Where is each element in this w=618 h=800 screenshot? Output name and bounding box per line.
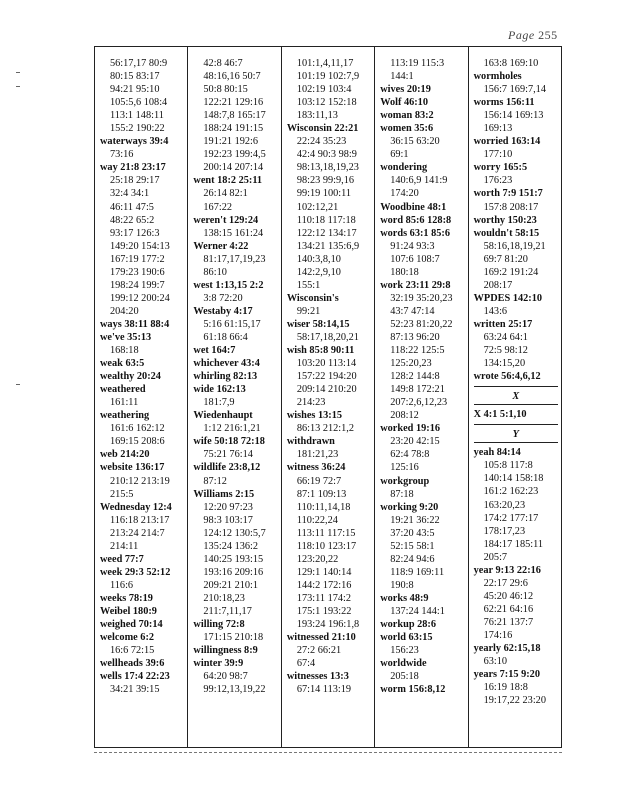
index-subline: 135:24 136:2 — [203, 540, 259, 552]
index-subline: 87:13 96:20 — [390, 331, 440, 343]
index-entry: wives 20:19 — [380, 84, 431, 96]
index-entry: works 48:9 — [380, 592, 429, 604]
index-subline: 58:16,18,19,21 — [483, 240, 546, 252]
index-subline: 138:15 161:24 — [203, 227, 264, 239]
index-subline: 144:1 — [390, 71, 414, 83]
index-subline: 125:16 — [390, 462, 419, 474]
index-entry: work 23:11 29:8 — [380, 279, 451, 291]
margin-mark — [16, 384, 20, 385]
index-subline: 12:20 97:23 — [203, 501, 253, 513]
index-subline: 176:23 — [483, 175, 513, 187]
index-subline: 155:2 190:22 — [110, 123, 165, 135]
index-subline: 214:23 — [296, 397, 326, 409]
index-subline: 99:12,13,19,22 — [203, 684, 266, 696]
index-subline: 113:1 148:11 — [110, 110, 164, 122]
index-subline: 181:7,9 — [203, 397, 235, 409]
index-entry: weak 63:5 — [100, 358, 145, 370]
index-subline: 48:16,16 50:7 — [203, 71, 261, 83]
index-subline: 215:5 — [110, 488, 134, 500]
index-entry: worldwide — [380, 658, 427, 670]
index-subline: 169:13 — [483, 123, 513, 135]
index-subline: 134:21 135:6,9 — [296, 240, 360, 252]
index-subline: 125:20,23 — [390, 358, 432, 370]
index-subline: 76:21 137:7 — [483, 616, 534, 628]
index-subline: 34:21 39:15 — [110, 684, 160, 696]
page-number-value: 255 — [538, 28, 558, 42]
index-subline: 32:19 35:20,23 — [390, 292, 453, 304]
index-subline: 22:24 35:23 — [296, 136, 347, 148]
index-subline: 198:24 199:7 — [110, 279, 165, 291]
index-subline: 67:4 — [296, 658, 316, 670]
margin-mark — [16, 86, 20, 87]
index-subline: 110:22,24 — [296, 514, 338, 526]
index-subline: 64:20 98:7 — [203, 671, 248, 683]
index-entry: wrote 56:4,6,12 — [473, 371, 541, 383]
index-subline: 61:18 66:4 — [203, 331, 248, 343]
index-subline: 46:11 47:5 — [110, 201, 154, 213]
index-entry: west 1:13,15 2:2 — [193, 279, 264, 291]
index-subline: 209:14 210:20 — [296, 384, 357, 396]
index-subline: 163:20,23 — [483, 499, 526, 511]
index-subline: 50:8 80:15 — [203, 84, 248, 96]
index-subline: 192:23 199:4,5 — [203, 149, 266, 161]
index-subline: 167:22 — [203, 201, 233, 213]
index-subline: 101:19 102:7,9 — [296, 71, 360, 83]
index-entry: worried 163:14 — [473, 136, 541, 148]
index-entry: wells 17:4 22:23 — [100, 671, 170, 683]
index-entry: wouldn't 58:15 — [473, 227, 540, 239]
index-entry: Wolf 46:10 — [380, 97, 428, 109]
index-subline: 22:17 29:6 — [483, 577, 528, 589]
index-subline: 16:19 18:8 — [483, 682, 528, 694]
index-subline: 169:2 191:24 — [483, 266, 539, 278]
index-subline: 86:13 212:1,2 — [296, 423, 355, 435]
index-subline: 82:24 94:6 — [390, 553, 435, 565]
page-label: Page — [508, 28, 535, 42]
index-subline: 102:19 103:4 — [296, 84, 352, 96]
index-entry: Wisconsin's — [286, 292, 339, 304]
index-subline: 56:17,17 80:9 — [110, 58, 168, 69]
index-subline: 168:18 — [110, 345, 139, 357]
index-entry: ways 38:11 88:4 — [100, 318, 170, 330]
index-subline: 143:6 — [483, 305, 508, 317]
index-subline: 73:16 — [110, 149, 134, 161]
index-subline: 52:15 58:1 — [390, 540, 435, 552]
index-subline: 169:15 208:6 — [110, 436, 165, 448]
index-entry: Westaby 4:17 — [193, 305, 253, 317]
index-entry: witnessed 21:10 — [286, 632, 356, 644]
index-entry: Werner 4:22 — [193, 240, 249, 252]
index-subline: 188:24 191:15 — [203, 123, 264, 135]
index-subline: 66:19 72:7 — [296, 475, 342, 487]
index-column-4 — [375, 47, 468, 747]
bottom-rule — [94, 752, 562, 753]
index-entry: wealthy 20:24 — [100, 371, 161, 383]
margin-mark — [16, 72, 20, 73]
index-entry: willing 72:8 — [193, 619, 245, 631]
index-subline: 58:17,18,20,21 — [296, 331, 359, 343]
index-subline: 156:7 169:7,14 — [483, 84, 546, 96]
index-entry: Woodbine 48:1 — [380, 201, 447, 213]
index-subline: 207:2,6,12,23 — [390, 397, 448, 409]
index-subline: 5:16 61:15,17 — [203, 318, 261, 330]
index-subline: 62:4 78:8 — [390, 449, 430, 461]
index-subline: 107:6 108:7 — [390, 253, 440, 265]
index-entry: wormholes — [473, 71, 522, 83]
index-subline: 116:6 — [110, 579, 134, 591]
index-subline: 36:15 63:20 — [390, 136, 440, 148]
index-subline: 163:8 169:10 — [483, 58, 539, 69]
index-entry: welcome 6:2 — [100, 632, 155, 644]
index-subline: 45:20 46:12 — [483, 590, 534, 602]
index-entry: witness 36:24 — [286, 462, 346, 474]
index-entry: years 7:15 9:20 — [473, 669, 540, 681]
index-subline: 161:6 162:12 — [110, 423, 165, 435]
index-subline: 99:19 100:11 — [296, 188, 352, 200]
index-entry: weed 77:7 — [100, 553, 144, 565]
index-subline: 26:14 82:1 — [203, 188, 248, 200]
index-entry: worthy 150:23 — [473, 214, 537, 226]
index-subline: 140:6,9 141:9 — [390, 175, 448, 187]
index-column-5 — [469, 47, 561, 747]
index-subline: 211:7,11,17 — [203, 605, 252, 617]
index-subline: 25:18 29:17 — [110, 175, 160, 187]
index-entry: worked 19:16 — [380, 423, 440, 435]
index-subline: 1:12 216:1,21 — [203, 423, 261, 435]
index-entry: waterways 39:4 — [100, 136, 169, 148]
index-subline: 63:24 64:1 — [483, 331, 528, 343]
index-entry: wife 50:18 72:18 — [193, 436, 265, 448]
index-subline: 175:1 193:22 — [296, 605, 352, 617]
index-entry: wellheads 39:6 — [100, 658, 165, 670]
index-entry: wiser 58:14,15 — [286, 318, 350, 330]
index-subline: 19:21 36:22 — [390, 514, 440, 526]
index-subline: 80:15 83:17 — [110, 71, 160, 83]
index-subline: 167:19 177:2 — [110, 253, 165, 265]
index-subline: 103:12 152:18 — [296, 97, 357, 109]
index-entry: women 35:6 — [380, 123, 434, 135]
index-subline: 156:23 — [390, 645, 419, 657]
index-entry: wishes 13:15 — [286, 410, 343, 422]
index-entry: yeah 84:14 — [473, 447, 521, 459]
index-entry: weren't 129:24 — [193, 214, 259, 226]
index-subline: 16:6 72:15 — [110, 645, 155, 657]
index-entry: web 214:20 — [100, 449, 150, 461]
index-entry: year 9:13 22:16 — [473, 564, 541, 576]
index-subline: 210:18,23 — [203, 592, 245, 604]
index-subline: 171:15 210:18 — [203, 632, 264, 644]
index-subline: 42:4 90:3 98:9 — [296, 149, 357, 161]
index-entry: worry 165:5 — [473, 162, 528, 174]
index-frame — [94, 46, 562, 748]
index-entry: way 21:8 23:17 — [100, 162, 166, 174]
index-subline: 190:8 — [390, 579, 414, 591]
index-subline: 123:20,22 — [296, 553, 339, 565]
index-entry: weighed 70:14 — [100, 619, 163, 631]
index-subline: 129:1 140:14 — [296, 566, 352, 578]
index-entry: wondering — [380, 162, 428, 174]
index-subline: 208:17 — [483, 279, 513, 291]
index-subline: 156:14 169:13 — [483, 110, 544, 122]
index-subline: 209:21 210:1 — [203, 579, 259, 591]
index-subline: 161:11 — [110, 397, 139, 409]
index-subline: 101:1,4,11,17 — [296, 58, 354, 69]
index-entry: written 25:17 — [473, 318, 533, 330]
index-subline: 98:13,18,19,23 — [296, 162, 359, 174]
index-entry: winter 39:9 — [193, 658, 244, 670]
index-subline: 110:18 117:18 — [296, 214, 356, 226]
index-subline: 42:8 46:7 — [203, 58, 243, 69]
index-subline: 179:23 190:6 — [110, 266, 165, 278]
index-entry: Wisconsin 22:21 — [286, 123, 359, 135]
index-subline: 118:9 169:11 — [390, 566, 445, 578]
index-entry: withdrawn — [286, 436, 335, 448]
index-subline: 157:22 194:20 — [296, 371, 357, 383]
index-subline: 87:1 109:13 — [296, 488, 347, 500]
index-subline: 210:12 213:19 — [110, 475, 170, 487]
index-subline: 105:5,6 108:4 — [110, 97, 168, 109]
index-entry: worth 7:9 151:7 — [473, 188, 543, 200]
index-column-1 — [95, 47, 188, 747]
index-column-3 — [282, 47, 375, 747]
index-subline: 193:16 209:16 — [203, 566, 264, 578]
letter-heading: Y — [474, 424, 558, 443]
index-subline: 27:2 66:21 — [296, 645, 342, 657]
index-entry: Weibel 180:9 — [100, 605, 157, 617]
index-subline: 63:10 — [483, 656, 508, 668]
index-subline: 208:12 — [390, 410, 419, 422]
index-subline: 91:24 93:3 — [390, 240, 435, 252]
index-subline: 81:17,17,19,23 — [203, 253, 266, 265]
index-entry: willingness 8:9 — [193, 645, 258, 657]
index-entry: wildlife 23:8,12 — [193, 462, 261, 474]
index-entry: whichever 43:4 — [193, 358, 260, 370]
index-subline: 149:8 172:21 — [390, 384, 445, 396]
index-entry: word 85:6 128:8 — [380, 214, 452, 226]
index-column-2 — [188, 47, 281, 747]
index-entry: weeks 78:19 — [100, 592, 153, 604]
index-entry: X 4:1 5:1,10 — [473, 409, 527, 421]
index-entry: witnesses 13:3 — [286, 671, 349, 683]
index-subline: 144:2 172:16 — [296, 579, 352, 591]
letter-heading: X — [474, 386, 558, 405]
index-subline: 178:17,23 — [483, 525, 526, 537]
index-subline: 113:11 117:15 — [296, 527, 356, 539]
index-subline: 105:8 117:8 — [483, 460, 533, 472]
index-subline: 52:23 81:20,22 — [390, 318, 453, 330]
index-subline: 98:23 99:9,16 — [296, 175, 355, 187]
index-entry: workup 28:6 — [380, 619, 437, 631]
index-subline: 213:24 214:7 — [110, 527, 165, 539]
index-subline: 191:21 192:6 — [203, 136, 259, 148]
index-subline: 124:12 130:5,7 — [203, 527, 266, 539]
index-subline: 118:10 123:17 — [296, 540, 357, 552]
index-subline: 69:7 81:20 — [483, 253, 528, 265]
page-number — [508, 28, 558, 43]
index-subline: 93:17 126:3 — [110, 227, 160, 239]
index-subline: 122:12 134:17 — [296, 227, 357, 239]
index-subline: 174:16 — [483, 629, 513, 641]
index-entry: yearly 62:15,18 — [473, 643, 541, 655]
index-entry: Williams 2:15 — [193, 488, 255, 500]
index-subline: 161:2 162:23 — [483, 486, 539, 498]
index-subline: 122:21 129:16 — [203, 97, 264, 109]
index-entry: week 29:3 52:12 — [100, 566, 171, 578]
index-subline: 67:14 113:19 — [296, 684, 352, 696]
index-subline: 94:21 95:10 — [110, 84, 160, 96]
index-subline: 37:20 43:5 — [390, 527, 435, 539]
index-entry: whirling 82:13 — [193, 371, 258, 383]
index-subline: 103:20 113:14 — [296, 358, 357, 370]
index-subline: 102:12,21 — [296, 201, 339, 213]
index-subline: 184:17 185:11 — [483, 538, 544, 550]
index-subline: 69:1 — [390, 149, 409, 161]
index-entry: we've 35:13 — [100, 331, 152, 343]
index-entry: Wednesday 12:4 — [100, 501, 172, 513]
index-subline: 174:2 177:17 — [483, 512, 539, 524]
index-subline: 99:21 — [296, 305, 321, 317]
index-entry: working 9:20 — [380, 501, 439, 513]
index-entry: workgroup — [380, 475, 430, 487]
index-subline: 128:2 144:8 — [390, 371, 440, 383]
index-subline: 118:22 125:5 — [390, 345, 445, 357]
index-entry: words 63:1 85:6 — [380, 227, 451, 239]
index-subline: 142:2,9,10 — [296, 266, 341, 278]
index-subline: 87:12 — [203, 475, 227, 487]
index-subline: 180:18 — [390, 266, 419, 278]
index-subline: 204:20 — [110, 305, 139, 317]
index-subline: 19:17,22 23:20 — [483, 695, 546, 707]
index-subline: 75:21 76:14 — [203, 449, 253, 461]
index-entry: website 136:17 — [100, 462, 165, 474]
index-subline: 181:21,23 — [296, 449, 339, 461]
index-entry: Wiedenhaupt — [193, 410, 253, 422]
index-subline: 174:20 — [390, 188, 419, 200]
index-subline: 62:21 64:16 — [483, 603, 534, 615]
index-subline: 140:14 158:18 — [483, 473, 544, 485]
index-subline: 183:11,13 — [296, 110, 338, 122]
index-entry: weathering — [100, 410, 150, 422]
index-subline: 43:7 47:14 — [390, 305, 435, 317]
index-subline: 72:5 98:12 — [483, 345, 528, 357]
index-subline: 86:10 — [203, 266, 227, 278]
index-subline: 48:22 65:2 — [110, 214, 155, 226]
index-subline: 113:19 115:3 — [390, 58, 445, 69]
index-entry: world 63:15 — [380, 632, 433, 644]
index-subline: 137:24 144:1 — [390, 605, 445, 617]
index-subline: 214:11 — [110, 540, 139, 552]
index-subline: 193:24 196:1,8 — [296, 619, 360, 631]
index-subline: 157:8 208:17 — [483, 201, 539, 213]
index-subline: 87:18 — [390, 488, 414, 500]
index-entry: WPDES 142:10 — [473, 292, 542, 304]
index-subline: 149:20 154:13 — [110, 240, 170, 252]
index-subline: 199:12 200:24 — [110, 292, 170, 304]
index-entry: wish 85:8 90:11 — [286, 345, 355, 357]
index-subline: 148:7,8 165:17 — [203, 110, 266, 122]
index-entry: woman 83:2 — [380, 110, 434, 122]
index-subline: 98:3 103:17 — [203, 514, 253, 526]
index-subline: 140:25 193:15 — [203, 553, 264, 565]
index-entry: wide 162:13 — [193, 384, 246, 396]
index-subline: 205:18 — [390, 671, 419, 683]
index-subline: 200:14 207:14 — [203, 162, 264, 174]
index-subline: 23:20 42:15 — [390, 436, 440, 448]
index-subline: 205:7 — [483, 551, 508, 563]
index-entry: wet 164:7 — [193, 345, 236, 357]
index-subline: 155:1 — [296, 279, 321, 291]
index-subline: 173:11 174:2 — [296, 592, 352, 604]
index-entry: worm 156:8,12 — [380, 684, 446, 696]
index-subline: 32:4 34:1 — [110, 188, 150, 200]
index-subline: 3:8 72:20 — [203, 292, 243, 304]
index-entry: went 18:2 25:11 — [193, 175, 263, 187]
index-subline: 177:10 — [483, 149, 513, 161]
index-subline: 110:11,14,18 — [296, 501, 351, 513]
index-subline: 134:15,20 — [483, 358, 526, 370]
index-entry: weathered — [100, 384, 146, 396]
index-entry: worms 156:11 — [473, 97, 535, 109]
index-subline: 116:18 213:17 — [110, 514, 170, 526]
index-subline: 140:3,8,10 — [296, 253, 341, 265]
